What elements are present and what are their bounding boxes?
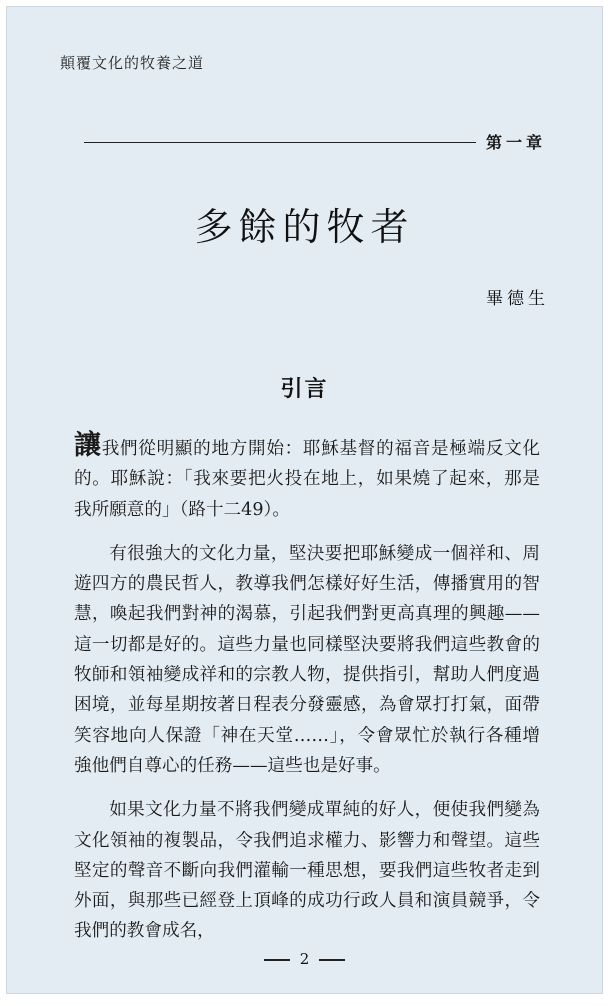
running-title: 顛覆文化的牧養之道 <box>60 54 205 72</box>
drop-cap: 讓 <box>74 430 102 461</box>
page-footer <box>6 950 603 968</box>
paragraph-2: 有很強大的文化力量，堅決要把耶穌變成一個祥和、周遊四方的農民哲人，教導我們怎樣好好生活，傳播實用的智慧，喚起我們對神的渴慕，引起我們對更高真理的興趣——這一切都是好的。這些力量也同樣堅決要將我們這些教會的牧師和領袖變成祥和的宗教人物，提供指引，幫助人們度過困境，並每星期按著日程表分發靈感，為會眾打打氣，面帶笑容地向人保證「神在天堂……」，令會眾忙於執行各種增強他們自尊心的任務——這些也是好事。 <box>74 543 540 776</box>
author-name: 畢德生 <box>486 289 549 309</box>
body-text <box>74 432 540 947</box>
folio-dash-left <box>264 959 290 961</box>
paragraph-3: 如果文化力量不將我們變成單純的好人，便使我們變為文化領袖的複製品，令我們追求權力、影響力和聲望。這些堅定的聲音不斷向我們灌輸一種思想，要我們這些牧者走到外面，與那些已經登上頂峰的成功行政人員和演員競爭，令我們的教會成名， <box>74 800 540 942</box>
page-number: 2 <box>299 950 310 968</box>
chapter-title: 多餘的牧者 <box>194 205 415 249</box>
book-page <box>6 6 603 994</box>
folio-dash-right <box>319 959 345 961</box>
paragraph-1 <box>74 432 540 525</box>
section-heading: 引言 <box>280 376 329 402</box>
paragraph-1-text: 我們從明顯的地方開始：耶穌基督的福音是極端反文化的。耶穌說：「我來要把火投在地上，如果燒了起來，那是我所願意的」（路十二49）。 <box>74 439 540 520</box>
chapter-rule <box>84 142 476 143</box>
chapter-label: 第一章 <box>486 133 547 152</box>
